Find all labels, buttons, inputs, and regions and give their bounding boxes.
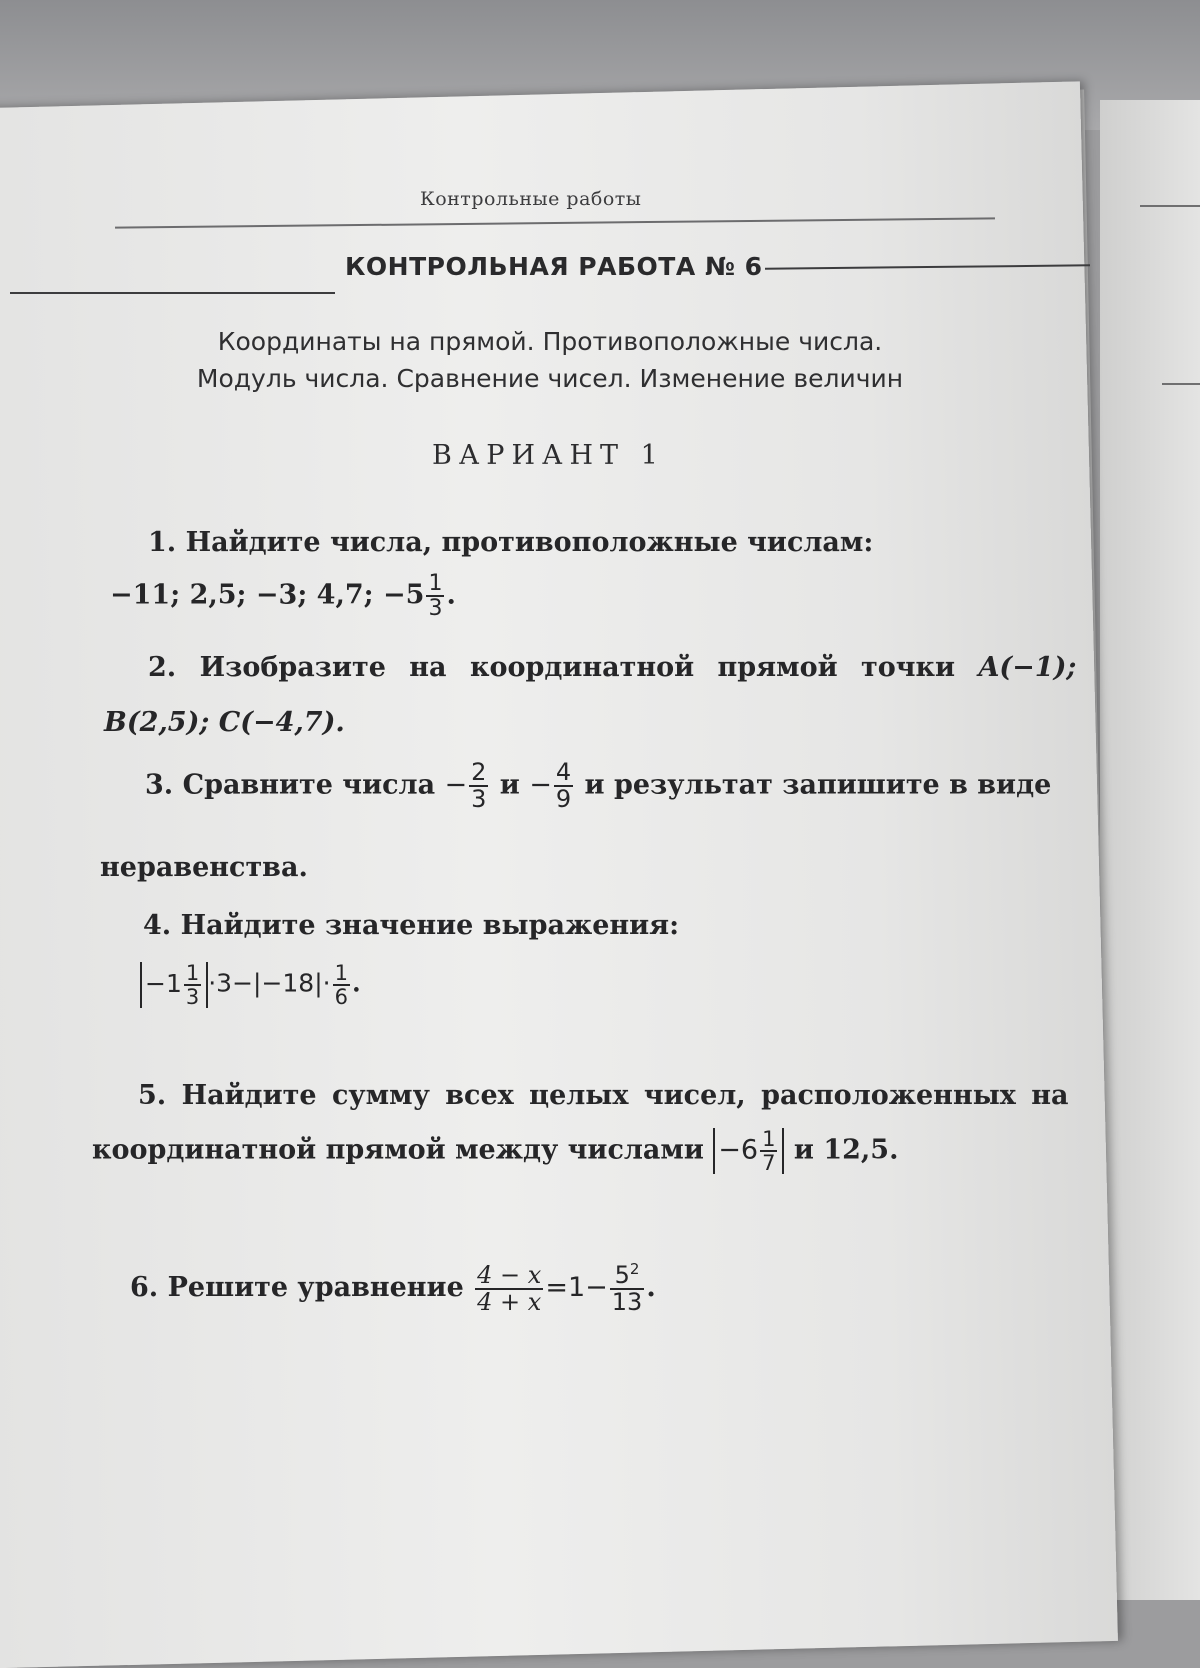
work-title: КОНТРОЛЬНАЯ РАБОТА № 6 (345, 252, 763, 281)
task-5-line-1: 5. Найдите сумму всех целых чисел, расположенных на (138, 1080, 1069, 1111)
task-3-fraction-1: $\frac{2}{3}$ (471, 758, 487, 814)
running-header: Контрольные работы (420, 188, 642, 210)
task-3-line-1: 3. Сравните числа − $\frac{2}{3}$ и − $\frac{4}{9}$ и результат запишите в виде (145, 758, 1052, 814)
task-4-fraction: $\frac{1}{6}$ (334, 961, 348, 1010)
title-rule-left (10, 292, 335, 294)
task-3-line-2: неравенства. (100, 852, 308, 883)
task-5-line-2: координатной прямой между числами −6 $\frac{1}{7}$ и 12,5. (92, 1127, 899, 1176)
title-rule-right (765, 264, 1090, 269)
task-5-absolute-value: −6 $\frac{1}{7}$ (713, 1128, 784, 1174)
task-1-fraction: $\frac{1}{3}$ (428, 571, 443, 622)
task-4-absolute-value: −1 $\frac{1}{3}$ (140, 962, 208, 1008)
task-1-numbers: −11; 2,5; −3; 4,7; −5 $\frac{1}{3}$ . (110, 571, 456, 622)
task-3-fraction-2: $\frac{4}{9}$ (555, 758, 572, 814)
variant-heading: ВАРИАНТ 1 (432, 440, 665, 471)
topic-line-1: Координаты на прямой. Противоположные числа. (217, 327, 883, 356)
task-2-line-1: 2. Изобразите на координатной прямой точки A(−1); (148, 652, 1077, 683)
task-2-line-2: B(2,5); C(−4,7). (104, 707, 345, 738)
task-4-text: 4. Найдите значение выражения: (143, 910, 680, 941)
topic-line-2: Модуль числа. Сравнение чисел. Изменение величин (196, 364, 904, 393)
task-4-expression: −1 $\frac{1}{3}$ ·3−|−18|· $\frac{1}{6}$ . (140, 962, 361, 1008)
task-2-point-a: A(−1); (978, 652, 1077, 683)
task-6-left-fraction: $\frac{4 - x}{4 + x}$ (477, 1260, 542, 1316)
task-1-number-list: −11; 2,5; −3; 4,7; −5 (110, 579, 425, 611)
next-page-edge (1100, 100, 1200, 1600)
task-6-right-fraction: $\frac{5^2}{13}$ (611, 1260, 643, 1317)
task-1-text: 1. Найдите числа, противоположные числам: (148, 527, 874, 558)
header-rule (115, 217, 995, 228)
task-6-line: 6. Решите уравнение $\frac{4 - x}{4 + x}$ =1− $\frac{5^2}{13}$ . (130, 1260, 656, 1317)
